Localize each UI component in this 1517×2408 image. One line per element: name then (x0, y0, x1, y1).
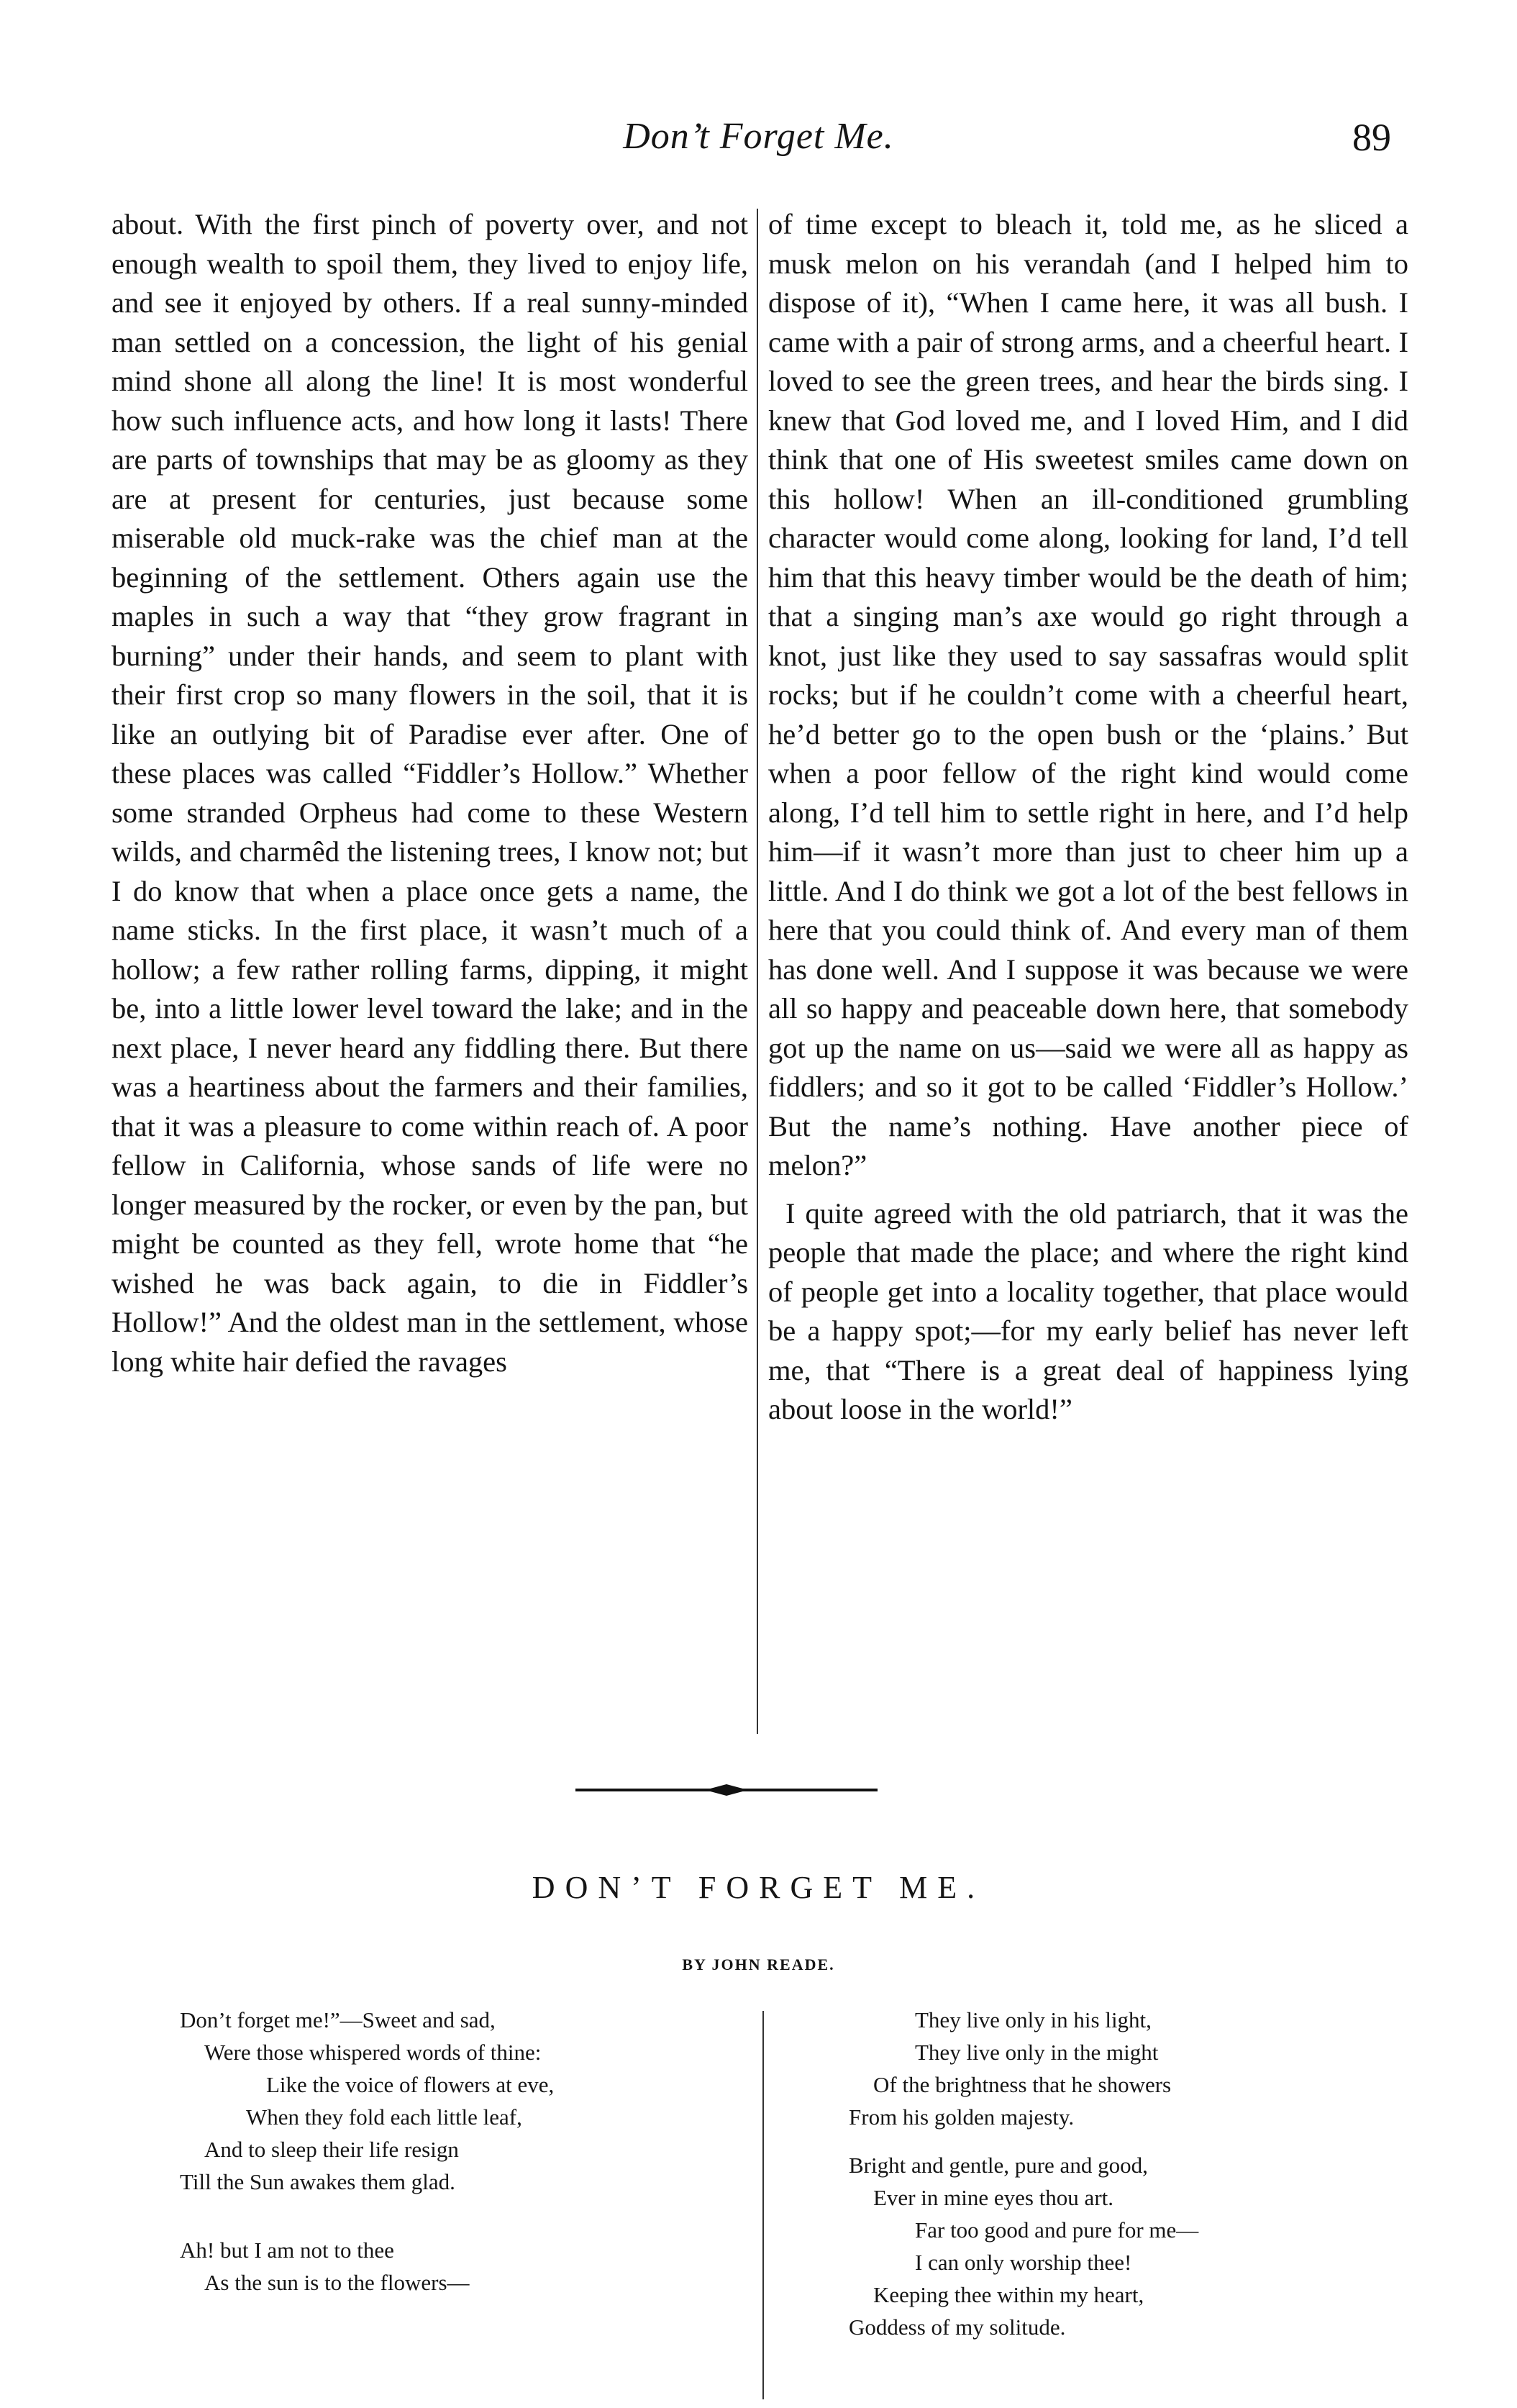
verse-line: Bright and gentle, pure and good, (849, 2153, 1148, 2178)
verse-line: Far too good and pure for me— (915, 2217, 1199, 2243)
paragraph: about. With the first pinch of poverty over, and not enough wealth to spoil them, they lived to enjoy life, and see it enjoyed by others. If a real sunny-minded man settled on a concession, the light of his genial mind shone all along the line! It is most wonderful how such influence acts, and how long it lasts! There are parts of townships that may be as gloomy as they are at present for centuries, just because some miserable old muck-rake was the chief man at the beginning of the settlement. Others again use the maples in such a way that “they grow fragrant in burning” under their hands, and seem to plant with their first crop so many flowers in the soil, that it is like an outlying bit of Paradise ever after. One of these places was called “Fiddler’s Hollow.” Whether some stranded Orpheus had come to these Western wilds, and charmêd the listening trees, I know not; but I do know that when a place once gets a name, the name sticks. In the first place, it wasn’t much of a hollow; a few rather rolling farms, dipping, it might be, into a little lower level toward the lake; and in the next place, I never heard any fiddling there. But there was a heartiness about the farmers and their families, that it was a pleasure to come within reach of. A poor fellow in California, whose sands of life were no longer measured by the rocker, or even by the pan, but might be counted as they fell, wrote home that “he wished he was back again, to die in Fiddler’s Hollow!” And the oldest man in the settlement, whose long white hair defied the ravages (111, 208, 748, 1378)
verse-line: Ever in mine eyes thou art. (873, 2185, 1114, 2210)
verse-line: When they fold each little leaf, (246, 2104, 522, 2130)
poem-byline: BY JOHN READE. (682, 1955, 835, 1973)
section-ornament (575, 1783, 878, 1797)
verse-line: Keeping thee within my heart, (873, 2282, 1144, 2307)
stanza (180, 2004, 741, 2198)
verse-line: As the sun is to the flowers— (204, 2270, 470, 2295)
verse-line: And to sleep their life resign (204, 2137, 459, 2162)
article-column-right (768, 205, 1408, 1430)
poem-column-right (849, 2004, 1410, 2379)
stanza (849, 2149, 1410, 2343)
verse-line: I can only worship thee! (915, 2250, 1132, 2275)
column-divider (757, 209, 758, 1734)
verse-line: Ah! but I am not to thee (180, 2237, 394, 2263)
stanza (849, 2004, 1410, 2133)
paragraph: I quite agreed with the old patriarch, that it was the people that made the place; and where the right kind of people get into a locality together, that place would be a happy spot;—for my early belief has never left me, that “There is a great deal of happiness lying about loose in the world!” (768, 1196, 1408, 1425)
verse-line: From his golden majesty. (849, 2104, 1075, 2130)
article-column-left (111, 205, 748, 1381)
running-head: Don’t Forget Me. (623, 116, 894, 157)
stanza (180, 2234, 741, 2299)
verse-line: They live only in his light, (915, 2007, 1152, 2032)
verse-line: Like the voice of flowers at eve, (266, 2072, 555, 2097)
verse-line: They live only in the might (915, 2040, 1159, 2065)
paragraph: of time except to bleach it, told me, as he sliced a musk melon on his verandah (and I helped him to dispose of it), “When I came here, it was all bush. I came with a pair of strong arms, and a cheerful heart. I loved to see the green trees, and hear the birds sing. I knew that God loved me, and I loved Him, and I did think that one of His sweetest smiles came down on this hollow! When an ill-conditioned grumbling character would come along, looking for land, I’d tell him that this heavy timber would be the death of him; that a singing man’s axe would go right through a knot, just like they used to say sassafras would split rocks; but if he couldn’t come with a cheerful heart, he’d better go to the open bush or the ‘plains.’ But when a poor fellow of the right kind would come along, I’d tell him to settle right in here, and I’d help him—if it wasn’t more than just to cheer him up a little. And I do think we got a lot of the best fellows in here that you could think of. And every man of them has done well. And I suppose it was because we were all so happy and peaceable down here, that somebody got up the name on us—said we were all as happy as fiddlers; and so it got to be called ‘Fiddler’s Hollow.’ But the name’s nothing. Have another piece of melon?” (768, 208, 1408, 1181)
poem-column-left (180, 2004, 741, 2335)
page-number: 89 (1352, 116, 1391, 159)
verse-line: Till the Sun awakes them glad. (180, 2169, 455, 2194)
verse-line: Goddess of my solitude. (849, 2314, 1066, 2340)
poem-title: DON’T FORGET ME. (532, 1870, 985, 1905)
verse-line: Of the brightness that he showers (873, 2072, 1172, 2097)
verse-line: Don’t forget me!”—Sweet and sad, (180, 2007, 496, 2032)
poem-column-divider (762, 2011, 764, 2399)
verse-line: Were those whispered words of thine: (204, 2040, 542, 2065)
